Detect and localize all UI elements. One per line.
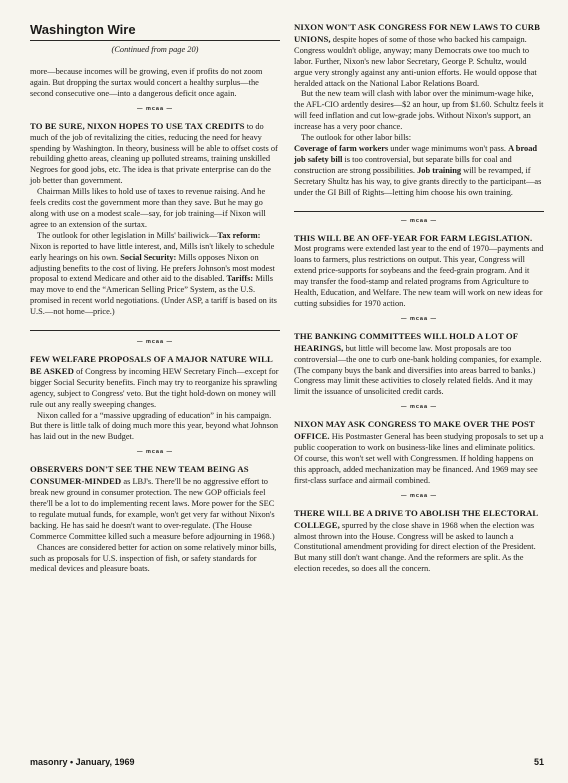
article-unions: NIXON WON'T ASK CONGRESS FOR NEW LAWS TO CURB UNIONS, despite hopes of some of those who backed his campaign. Congress wouldn't oblige, anyway; many Democrats owe too much to labor. Further, Nixon's new labor Secretary, George P. Schultz, would argue very strongly against any anti-union efforts. He would oppose that heralded attack on the National Labor Relations Board.: [294, 22, 541, 88]
page-masthead: Washington Wire: [30, 22, 280, 41]
article-banking: THE BANKING COMMITTEES WILL HOLD A LOT OF HEARINGS, but little will become law. Most proposals are too controversial—the one to curb one-bank holding companies, for example. (The company buys the bank and diversifies into areas barred to banks.) Congress may limit these activities to closely related fields. And it may limit the issuance of unsolicited credit cards.: [294, 330, 542, 397]
section-rule: [30, 330, 280, 331]
paragraph: Chances are considered better for action on some relatively minor bills, such as proposals for U.S. inspection of fish, or safety standards for medical devices and pleasure boats.: [30, 542, 277, 574]
article-farm: THIS WILL BE AN OFF-YEAR FOR FARM LEGISLATION. Most programs were extended last year to the end of 1970—payments and loans to farmers, plus restrictions on output. This year, Congress will extend price-supports for soybeans and the feed-grain program. And it may transfer the food-stamp and related programs from Agriculture to Health, Education, and Welfare. The new team will work on new ideas for cutting subsidies for 1970 action.: [294, 232, 544, 308]
section-separator: — mcaa —: [400, 315, 438, 322]
right-column: [294, 22, 544, 575]
paragraph: Chairman Mills likes to hold use of taxes to revenue raising. And he feels credits cost the government more than they save. But he may go along with use on a modest scale—say, for job training—if Nixon will agree to an extension of the surtax.: [30, 187, 266, 229]
continued-note: (Continued from page 20): [111, 45, 199, 54]
headline: THE BANKING COMMITTEES WILL HOLD A LOT OF HEARINGS,: [294, 330, 518, 353]
headline: THIS WILL BE AN OFF-YEAR FOR FARM LEGISLATION.: [294, 232, 533, 243]
article-post-office: NIXON MAY ASK CONGRESS TO MAKE OVER THE POST OFFICE. His Postmaster General has been studying proposals to set up a public cooperation to work on business-like lines and eliminate politics. Of course, this won't set well with Congressmen. If holding happens on this approach, added mechanization may be financed. And 1969 may see first-class surface and airmail combined.: [294, 419, 544, 485]
section-separator: — mcaa —: [400, 217, 438, 224]
section-rule: [294, 211, 544, 212]
headline: NIXON MAY ASK CONGRESS TO MAKE OVER THE POST OFFICE.: [294, 419, 535, 442]
publication-line: masonry • January, 1969: [30, 757, 135, 767]
headline: NIXON WON'T ASK CONGRESS FOR NEW LAWS TO CURB UNIONS,: [294, 22, 541, 44]
section-separator: — mcaa —: [400, 492, 438, 499]
section-separator: — mcaa —: [136, 449, 174, 456]
paragraph: Nixon called for a “massive upgrading of education” in his campaign. But there is little talk of doing much more this year, beyond what Johnson has laid out in the new Budget.: [30, 410, 279, 442]
intro-paragraph: more—because incomes will be growing, even if profits do not zoom again. But dropping the surtax would concert a healthy surplus—the second consecutive one—into a dangerous deficit once again.: [30, 67, 263, 98]
headline: TO BE SURE, NIXON HOPES TO USE TAX CREDITS: [30, 120, 245, 131]
page-number: 51: [533, 757, 544, 767]
paragraph: Coverage of farm workers under wage minimums won't pass. A broad job safety bill is too controversial, but separate bills for coal and construction are strong possibilities. Job training will be revamped, if Secretary Shultz has his way, to give grants directly to the participant—as under the GI Bill of Rights—letting him choose his own training.: [294, 143, 542, 197]
section-separator: — mcaa —: [400, 404, 438, 411]
article-electoral-college: THERE WILL BE A DRIVE TO ABOLISH THE ELECTORAL COLLEGE, spurred by the close shave in 1968 when the election was almost thrown into the House. Congress will be asked to launch a Constitutional amendment providing for direct election of the President. But many still don't want change. And the reformers are split. As the election recedes, so does all the concern.: [294, 507, 538, 574]
article-welfare: FEW WELFARE PROPOSALS OF A MAJOR NATURE WILL BE ASKED of Congress by incoming HEW Secretary Finch—except for bigger Social Security benefits. Finch may try to reorganize his sprawling agency, subject to Congress' veto. But the tight hold-down on money will rule out any really sweeping changes.: [30, 354, 279, 409]
left-column: [30, 67, 280, 575]
article-consumer: OBSERVERS DON'T SEE THE NEW TEAM BEING AS CONSUMER-MINDED as LBJ's. There'll be no aggressive effort to break new ground in consumer protection. The new GOP officials feel there'll be a lot to do implementing recent laws. More power for the SEC to regulate mutual funds, for example, won't get very far without Nixon's backing. He has said he doesn't want to over-regulate. (The House Commerce Committee killed such a measure before adjourning in 1968.): [30, 464, 275, 541]
headline: OBSERVERS DON'T SEE THE NEW TEAM BEING AS CONSUMER-MINDED: [30, 464, 249, 487]
headline: FEW WELFARE PROPOSALS OF A MAJOR NATURE WILL BE ASKED: [30, 354, 273, 376]
headline: THERE WILL BE A DRIVE TO ABOLISH THE ELECTORAL COLLEGE,: [294, 507, 538, 530]
article-tax-credits: TO BE SURE, NIXON HOPES TO USE TAX CREDITS to do much of the job of revitalizing the cities, reducing the need for heavy spending by Washington. In theory, business will be able to offset costs of rebuilding ghetto areas, cleaning up polluted streams, training unskilled Negroes for good jobs, etc. The idea is that private enterprise can do the job better than government.: [30, 120, 278, 186]
page-footer: [30, 757, 544, 767]
section-separator: — mcaa —: [136, 105, 174, 112]
paragraph: The outlook for other legislation in Mills' bailiwick—Tax reform: Nixon is reported to have little interest, and, Mills isn't likely to schedule early hearings on his own. Social Security: Mills opposes Nixon on adjusting benefits to the cost of living. He prefers Johnson's most modest proposal to extend Medicare and other aid to the disabled. Tariffs: Mills may move to end the “American Selling Price” System, as the U.S. promised in recent world negotiations. (Under ASP, a tariff is based on its U.S.—not home—price.): [30, 230, 277, 317]
paragraph: The outlook for other labor bills:: [301, 133, 412, 143]
section-separator: — mcaa —: [136, 339, 174, 346]
paragraph: But the new team will clash with labor over the minimum-wage hike, the AFL-CIO ardently desires—$2 an hour, up from $1.60. Schultz feels it will feed inflation and cut low-grade jobs. Without Nixon's support, an increase has a very poor chance.: [294, 89, 544, 132]
